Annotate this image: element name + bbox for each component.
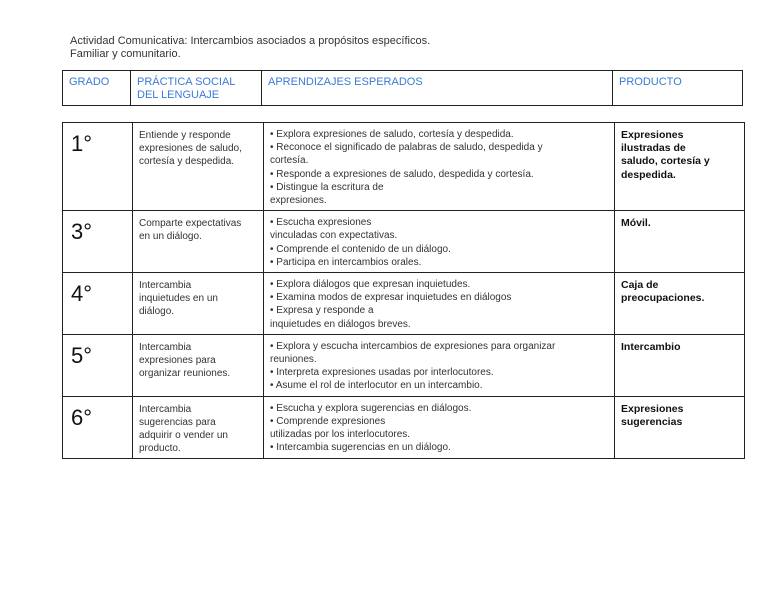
- practice-cell-line: adquirir o vender un: [139, 430, 228, 442]
- aprendizajes-cell-line: • Responde a expresiones de saludo, despedida y cortesía.: [270, 168, 534, 180]
- aprendizajes-cell-line: • Expresa y responde a: [270, 305, 374, 317]
- practice-cell-line: sugerencias para: [139, 416, 216, 428]
- practice-cell-line: Comparte expectativas: [139, 218, 242, 230]
- aprendizajes-cell-line: • Explora expresiones de saludo, cortesía y despedida.: [270, 129, 514, 140]
- aprendizajes-cell-line: utilizadas por los interlocutores.: [270, 429, 411, 441]
- aprendizajes-cell-line: • Escucha y explora sugerencias en diálogos.: [270, 402, 472, 414]
- aprendizajes-cell-line: reuniones.: [270, 354, 317, 366]
- aprendizajes-cell: [264, 211, 615, 273]
- grade-cell: 5°: [63, 334, 133, 396]
- aprendizajes-cell-line: • Participa en intercambios orales.: [270, 256, 422, 268]
- practice-cell: [133, 123, 264, 211]
- aprendizajes-cell-line: expresiones.: [270, 195, 327, 207]
- header-aprendizajes: APRENDIZAJES ESPERADOS: [262, 71, 613, 106]
- practice-cell-line: organizar reuniones.: [139, 368, 231, 380]
- practice-cell-line: cortesía y despedida.: [139, 156, 235, 168]
- practice-cell-line: expresiones para: [139, 355, 216, 367]
- producto-cell: [615, 334, 745, 396]
- aprendizajes-cell-line: • Comprende expresiones: [270, 415, 386, 427]
- producto-cell-line: Expresiones: [621, 402, 684, 415]
- practice-cell-line: en un diálogo.: [139, 231, 202, 243]
- aprendizajes-cell-line: • Interpreta expresiones usadas por interlocutores.: [270, 367, 494, 379]
- grade-cell: 1°: [63, 123, 133, 211]
- aprendizajes-cell-line: • Examina modos de expresar inquietudes en diálogos: [270, 292, 512, 304]
- practice-cell: [133, 211, 264, 273]
- practice-cell-line: Intercambia: [139, 341, 192, 353]
- table-row: [63, 123, 745, 211]
- aprendizajes-cell-line: • Explora diálogos que expresan inquietudes.: [270, 279, 471, 291]
- table-row: [63, 211, 745, 273]
- aprendizajes-cell-line: • Comprende el contenido de un diálogo.: [270, 243, 451, 255]
- aprendizajes-cell-line: • Asume el rol de interlocutor en un intercambio.: [270, 380, 483, 392]
- header-practica-line1: PRÁCTICA SOCIAL: [137, 76, 236, 88]
- title-line-1: Actividad Comunicativa: Intercambios asociados a propósitos específicos.: [70, 35, 431, 47]
- aprendizajes-cell-line: • Intercambia sugerencias en un diálogo.: [270, 442, 451, 454]
- producto-cell-line: Móvil.: [621, 217, 651, 230]
- aprendizajes-cell: [264, 334, 615, 396]
- header-table: [62, 70, 743, 106]
- practice-cell-line: expresiones de saludo,: [139, 143, 242, 155]
- grade-cell: 3°: [63, 211, 133, 273]
- producto-cell-line: preocupaciones.: [621, 292, 705, 305]
- title-line-2: Familiar y comunitario.: [70, 48, 181, 60]
- producto-cell: [615, 396, 745, 459]
- aprendizajes-cell: [264, 396, 615, 459]
- document-title: [70, 35, 430, 61]
- aprendizajes-cell-line: inquietudes en diálogos breves.: [270, 318, 411, 330]
- aprendizajes-cell: [264, 273, 615, 335]
- practice-cell: [133, 396, 264, 459]
- practice-cell: [133, 334, 264, 396]
- producto-cell-line: sugerencias: [621, 415, 683, 428]
- header-row: [63, 71, 743, 106]
- aprendizajes-cell-line: • Explora y escucha intercambios de expresiones para organizar: [270, 340, 556, 352]
- aprendizajes-cell-line: • Escucha expresiones: [270, 217, 372, 229]
- practice-cell-line: Intercambia: [139, 280, 192, 292]
- practice-cell-line: Intercambia: [139, 403, 192, 415]
- header-practica-line2: DEL LENGUAJE: [137, 89, 220, 101]
- producto-cell-line: Expresiones: [621, 129, 684, 141]
- header-practica: [131, 71, 262, 106]
- header-producto: PRODUCTO: [613, 71, 743, 106]
- practice-cell-line: Entiende y responde: [139, 130, 231, 141]
- grade-cell: 6°: [63, 396, 133, 459]
- aprendizajes-cell-line: • Reconoce el significado de palabras de saludo, despedida y: [270, 142, 543, 154]
- practice-cell-line: diálogo.: [139, 306, 175, 318]
- curriculum-table: [62, 122, 745, 459]
- producto-cell: [615, 211, 745, 273]
- grade-cell: 4°: [63, 273, 133, 335]
- aprendizajes-cell-line: vinculadas con expectativas.: [270, 230, 398, 242]
- producto-cell: [615, 273, 745, 335]
- producto-cell-line: Intercambio: [621, 340, 681, 353]
- producto-cell-line: despedida.: [621, 168, 676, 181]
- producto-cell-line: saludo, cortesía y: [621, 155, 710, 168]
- practice-cell-line: producto.: [139, 443, 181, 455]
- table-row: [63, 396, 745, 459]
- practice-cell: [133, 273, 264, 335]
- producto-cell-line: ilustradas de: [621, 142, 686, 155]
- aprendizajes-cell-line: • Distingue la escritura de: [270, 181, 384, 193]
- table-row: [63, 334, 745, 396]
- producto-cell: [615, 123, 745, 211]
- producto-cell-line: Caja de: [621, 279, 659, 292]
- practice-cell-line: inquietudes en un: [139, 293, 218, 305]
- header-grado: GRADO: [63, 71, 131, 106]
- table-row: [63, 273, 745, 335]
- aprendizajes-cell-line: cortesía.: [270, 155, 309, 167]
- aprendizajes-cell: [264, 123, 615, 211]
